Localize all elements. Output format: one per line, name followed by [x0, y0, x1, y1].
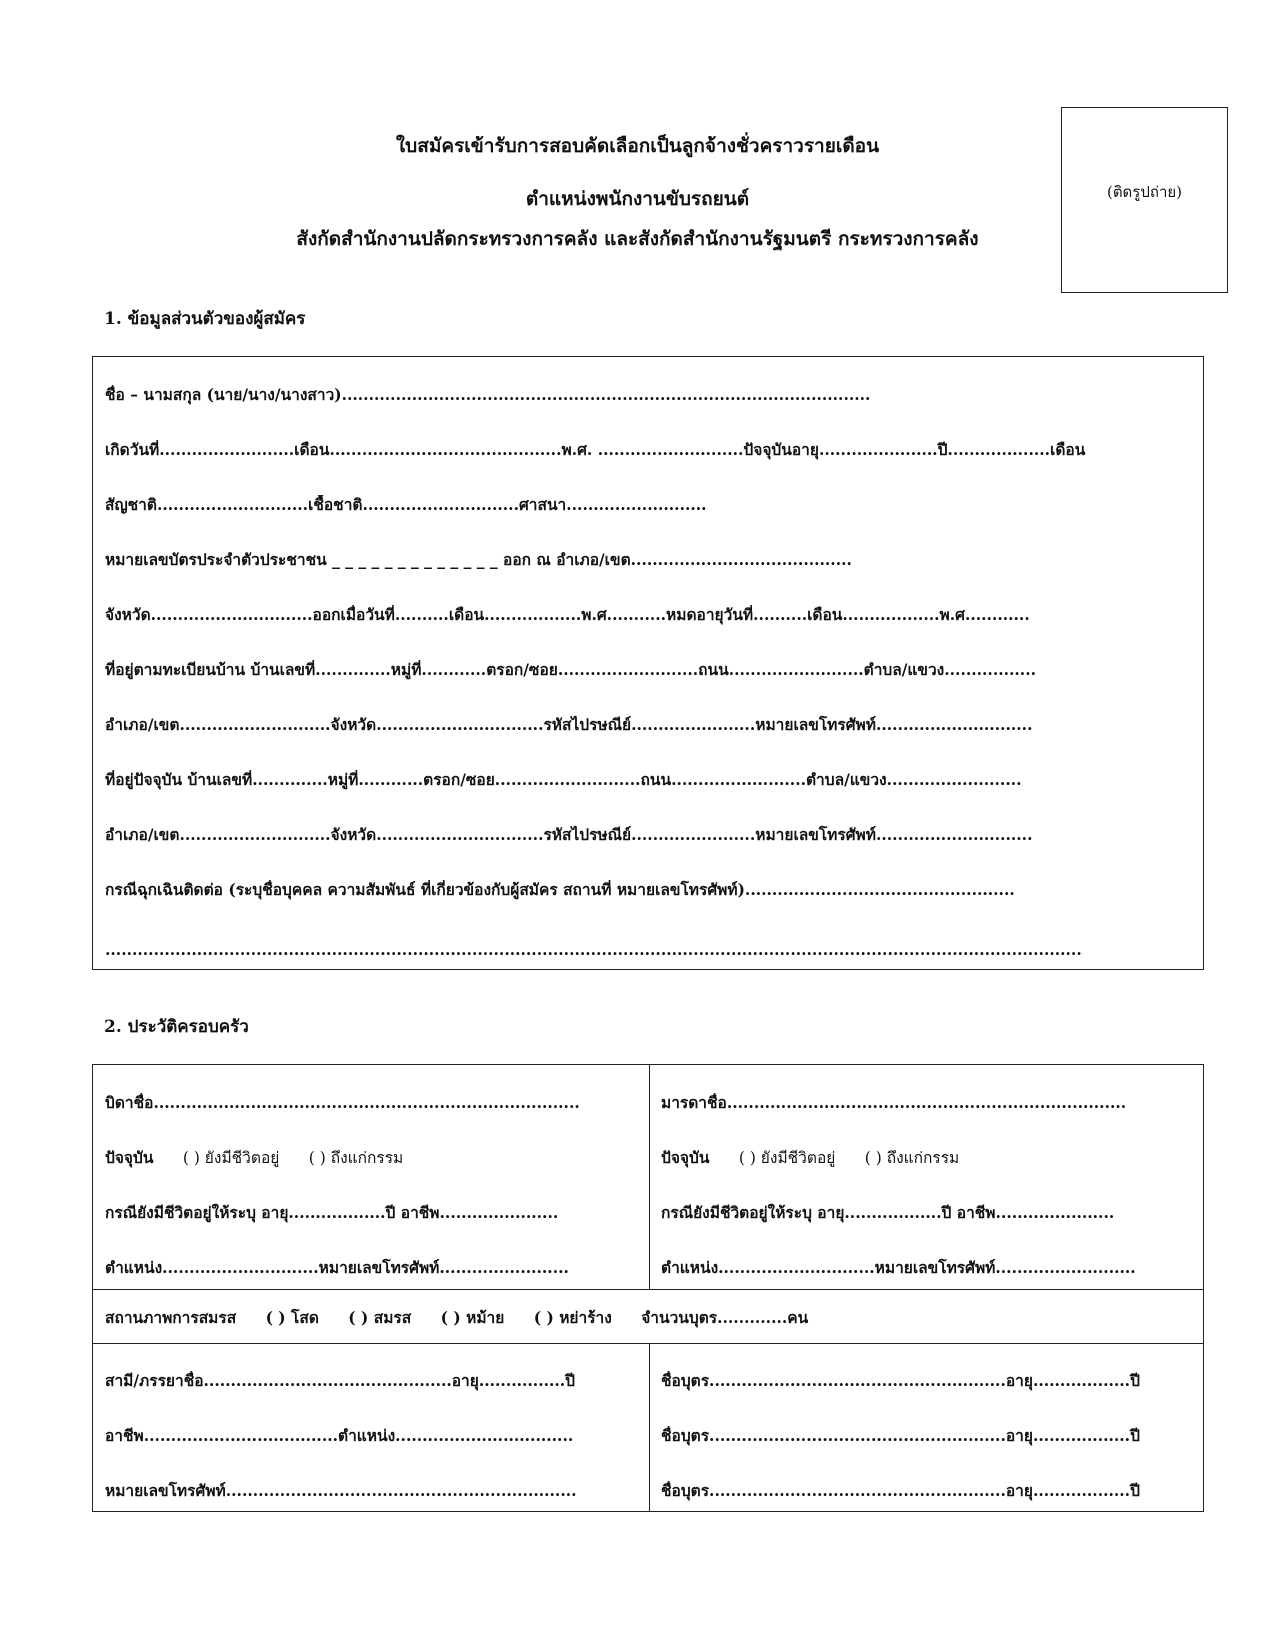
field-father-age-job[interactable]: กรณียังมีชีวิตอยู่ให้ระบุ อายุ..................ปี อาชีพ...................... — [105, 1203, 559, 1222]
field-id-issue[interactable]: จังหวัด..............................ออกเมื่อวันที่..........เดือน..................พ.ศ...........หมดอายุวันที่..........เดือน..................พ.ศ............ — [105, 605, 1030, 624]
photo-box — [1061, 107, 1228, 293]
marital-married-option[interactable]: ( ) สมรส — [348, 1308, 412, 1327]
field-nationality[interactable]: สัญชาติ............................เชื้อชาติ.............................ศาสนา.......................... — [105, 495, 707, 514]
marital-status-row — [105, 1308, 1195, 1328]
field-mother-age-job[interactable]: กรณียังมีชีวิตอยู่ให้ระบุ อายุ..................ปี อาชีพ...................... — [661, 1203, 1115, 1222]
field-father-name[interactable]: บิดาชื่อ............................................................................... — [105, 1093, 580, 1112]
field-current-address[interactable]: ที่อยู่ปัจจุบัน บ้านเลขที่..............หมู่ที่............ตรอก/ซอย...........................ถนน.........................ตำบล/แขวง......................... — [105, 770, 1022, 789]
field-child-3[interactable]: ชื่อบุตร.......................................................อายุ..................ปี — [661, 1481, 1140, 1500]
field-spouse-phone[interactable]: หมายเลขโทรศัพท์................................................................. — [105, 1481, 577, 1500]
father-deceased-option[interactable]: ( ) ถึงแก่กรรม — [308, 1149, 404, 1167]
personal-info-box — [92, 356, 1204, 970]
field-full-name[interactable]: ชื่อ – นามสกุล (นาย/นาง/นางสาว).................................................................................................. — [105, 385, 871, 404]
marital-divider-bottom — [93, 1343, 1203, 1344]
marital-widowed-option[interactable]: ( ) หม้าย — [440, 1308, 505, 1327]
family-history-box — [92, 1064, 1204, 1512]
father-status-row — [105, 1148, 641, 1168]
field-spouse-job[interactable]: อาชีพ....................................ตำแหน่ง................................. — [105, 1426, 574, 1445]
field-current-district[interactable]: อำเภอ/เขต............................จังหวัด...............................รหัสไปรษณีย์.......................หมายเลขโทรศัพท์............................. — [105, 825, 1033, 844]
field-mother-position-phone[interactable]: ตำแหน่ง.............................หมายเลขโทรศัพท์.......................... — [661, 1258, 1136, 1277]
field-id-card[interactable]: หมายเลขบัตรประจำตัวประชาชน _ _ _ _ _ _ _ _ _ _ _ _ _ ออก ณ อำเภอ/เขต......................................... — [105, 550, 852, 569]
field-registered-address[interactable]: ที่อยู่ตามทะเบียนบ้าน บ้านเลขที่..............หมู่ที่............ตรอก/ซอย..........................ถนน.........................ตำบล/แขวง................. — [105, 660, 1036, 679]
section1-heading: 1. ข้อมูลส่วนตัวของผู้สมัคร — [104, 309, 306, 329]
field-emergency-contact-cont[interactable]: ..................................................................................................................................................................................... — [105, 940, 1082, 959]
position-title: ตำแหน่งพนักงานขับรถยนต์ — [525, 188, 750, 210]
field-child-1[interactable]: ชื่อบุตร.......................................................อายุ..................ปี — [661, 1371, 1140, 1390]
field-child-2[interactable]: ชื่อบุตร.......................................................อายุ..................ปี — [661, 1426, 1140, 1445]
field-emergency-contact[interactable]: กรณีฉุกเฉินติดต่อ (ระบุชื่อบุคคล ความสัมพันธ์ ที่เกี่ยวข้องกับผู้สมัคร สถานที่ หมายเลขโทรศัพท์).................................................. — [105, 880, 1015, 899]
marital-divider-top — [93, 1289, 1203, 1290]
department-title: สังกัดสำนักงานปลัดกระทรวงการคลัง และสังกัดสำนักงานรัฐมนตรี กระทรวงการคลัง — [296, 228, 979, 250]
father-alive-option[interactable]: ( ) ยังมีชีวิตอยู่ — [182, 1149, 280, 1167]
marital-single-option[interactable]: ( ) โสด — [265, 1308, 319, 1327]
marital-status-label: สถานภาพการสมรส — [105, 1308, 237, 1327]
family-column-divider-top — [649, 1065, 650, 1289]
mother-alive-option[interactable]: ( ) ยังมีชีวิตอยู่ — [738, 1149, 836, 1167]
mother-status-row — [661, 1148, 1197, 1168]
field-birth-date[interactable]: เกิดวันที่.........................เดือน...........................................พ.ศ. ...........................ปัจจุบันอายุ......................ปี...................เดือน — [105, 440, 1086, 459]
form-title: ใบสมัครเข้ารับการสอบคัดเลือกเป็นลูกจ้างชั่วคราวรายเดือน — [395, 135, 880, 157]
family-column-divider-bottom — [649, 1343, 650, 1511]
field-father-position-phone[interactable]: ตำแหน่ง.............................หมายเลขโทรศัพท์........................ — [105, 1258, 569, 1277]
mother-status-label: ปัจจุบัน — [661, 1148, 710, 1167]
section2-heading: 2. ประวัติครอบครัว — [104, 1017, 249, 1037]
field-children-count[interactable]: จำนวนบุตร.............คน — [641, 1308, 809, 1327]
marital-divorced-option[interactable]: ( ) หย่าร้าง — [533, 1308, 612, 1327]
field-registered-district[interactable]: อำเภอ/เขต............................จังหวัด...............................รหัสไปรษณีย์.......................หมายเลขโทรศัพท์............................. — [105, 715, 1033, 734]
father-status-label: ปัจจุบัน — [105, 1148, 154, 1167]
photo-label: (ติดรูปถ่าย) — [1106, 183, 1183, 201]
field-spouse-name-age[interactable]: สามี/ภรรยาชื่อ..............................................อายุ................ปี — [105, 1371, 576, 1390]
field-mother-name[interactable]: มารดาชื่อ.......................................................................... — [661, 1093, 1127, 1112]
mother-deceased-option[interactable]: ( ) ถึงแก่กรรม — [864, 1149, 960, 1167]
